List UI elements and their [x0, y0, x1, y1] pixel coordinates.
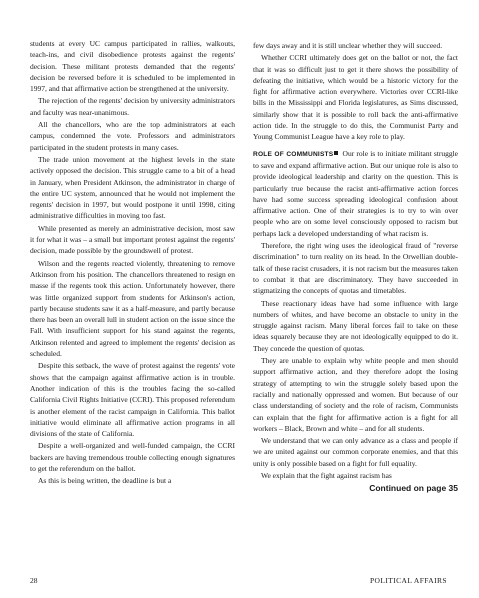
page-number: 28 [30, 576, 38, 585]
body-paragraph: All the chancellors, who are the top administrators at each campus, condemned the vote. Professors and administrators participated in the student protests in many cases. [30, 120, 235, 152]
square-bullet-icon [334, 151, 338, 155]
body-paragraph: We explain that the fight against racism has [261, 470, 392, 480]
body-paragraph: The trade union movement at the highest levels in the state actively opposed the decision. This struggle came to a bit of a head in January, when President Atkinson, the administrator in charge of the entire UC system, announced that he would not implement the regents' decision in 1997, but would postpone it until 1998, citing administrative difficulties in moving too fast. [30, 154, 235, 221]
section-lead-label: ROLE OF COMMUNISTS [253, 150, 334, 158]
left-column [30, 38, 235, 488]
body-paragraph: We understand that we can only advance as a class and people if we are united against our common corporate enemies, and that this unity is only possible based on a fight for full equality. [253, 436, 458, 468]
body-paragraph: students at every UC campus participated in rallies, walkouts, teach-ins, and civil disobedience protests against the regents' decision. These militant protests demanded that the regents' decision be reversed before it is scheduled to be implemented in 1997, and that affirmative action be strengthened at the university. [30, 39, 235, 94]
body-paragraph: Wilson and the regents reacted violently, threatening to remove Atkinson from his position. The chancellors threatened to resign en masse if the regents took this action. Unfortunately however, there was little organized support from students for Atkinson's action, partly because students saw it as a half-measure, and partly because there has been an overall lull in student action on the issue since the Fall. With insufficient support for his stand against the regents, Atkinson relented and agreed to implement the regents' decision as scheduled. [30, 258, 235, 359]
body-paragraph: While presented as merely an administrative decision, most saw it for what it was – a small but important protest against the regents' decision, made possible by the groundswell of protest. [30, 223, 235, 256]
body-paragraph: Therefore, the right wing uses the ideological fraud of "reverse discrimination" to turn reality on its head. In the Orwellian double-talk of these racist crusaders, it is not racism but the measures taken to combat it that are discriminatory. They have succeeded in stigmatizing the concepts of quotas and timetables. [253, 241, 458, 296]
body-paragraph: Despite this setback, the wave of protest against the regents' vote shows that the campaign against affirmative action is in trouble. Another indication of this is the troubles facing the so-called California Civil Rights Initiative (CCRI). This proposed referendum is another element of the racist campaign in California. This ballot initiative would eliminate all affirmative action programs in all divisions of the state of California. [30, 361, 235, 439]
body-paragraph: Whether CCRI ultimately does get on the ballot or not, the fact that it was so difficult just to get it there shows the possibility of defeating the initiative, which would be a historic victory for the fight for affirmative action everywhere. Victories over CCRI-like bills in the Mississippi and Florida legislatures, as Sims discussed, similarly show that it is possible to roll back the anti-affirmative action tide. In the struggle to do this, the Communist Party and Young Communist League have a key role to play. [253, 53, 458, 142]
body-paragraph: The rejection of the regents' decision by university administrators and faculty was near-unanimous. [30, 96, 235, 117]
section-lead-text: Our role is to initiate militant struggle to save and expand affirmative action. But our unique role is also to provide ideological leadership and clarity on the question. This is particularly true because the racist anti-affirmative action forces have had some success spreading ideological confusion about affirmative action. One of their strategies is to try to win over people who are on some level consciously opposed to racism but perhaps lack a developed understanding of what racism is. [253, 148, 459, 238]
body-paragraph: They are unable to explain why white people and men should support affirmative action, and they therefore adopt the losing strategy of attempting to win the struggle solely based upon the racially and nationally oppressed and women. But because of our class understanding of society and the role of racism, Communists can explain that the fight for affirmative action is a fight for all workers – Black, Brown and white – and for all students. [253, 356, 458, 433]
body-paragraph: As this is being written, the deadline is but a [38, 476, 172, 486]
right-column [253, 40, 458, 495]
body-paragraph: Despite a well-organized and well-funded campaign, the CCRI backers are having tremendous trouble collecting enough signatures to get the referendum on the ballot. [30, 441, 235, 473]
body-paragraph: These reactionary ideas have had some influence with large numbers of whites, and have become an obstacle to unity in the struggle against racism. Many liberal forces fail to take on these ideas squarely because they are not ideologically equipped to do it. They concede the question of quotas. [253, 298, 458, 353]
publication-title: POLITICAL AFFAIRS [369, 576, 447, 585]
continued-jump-line: Continued on page 35 [369, 483, 458, 494]
body-paragraph: few days away and it is still unclear whether they will succeed. [253, 41, 443, 50]
section-lead-paragraph [253, 148, 458, 239]
